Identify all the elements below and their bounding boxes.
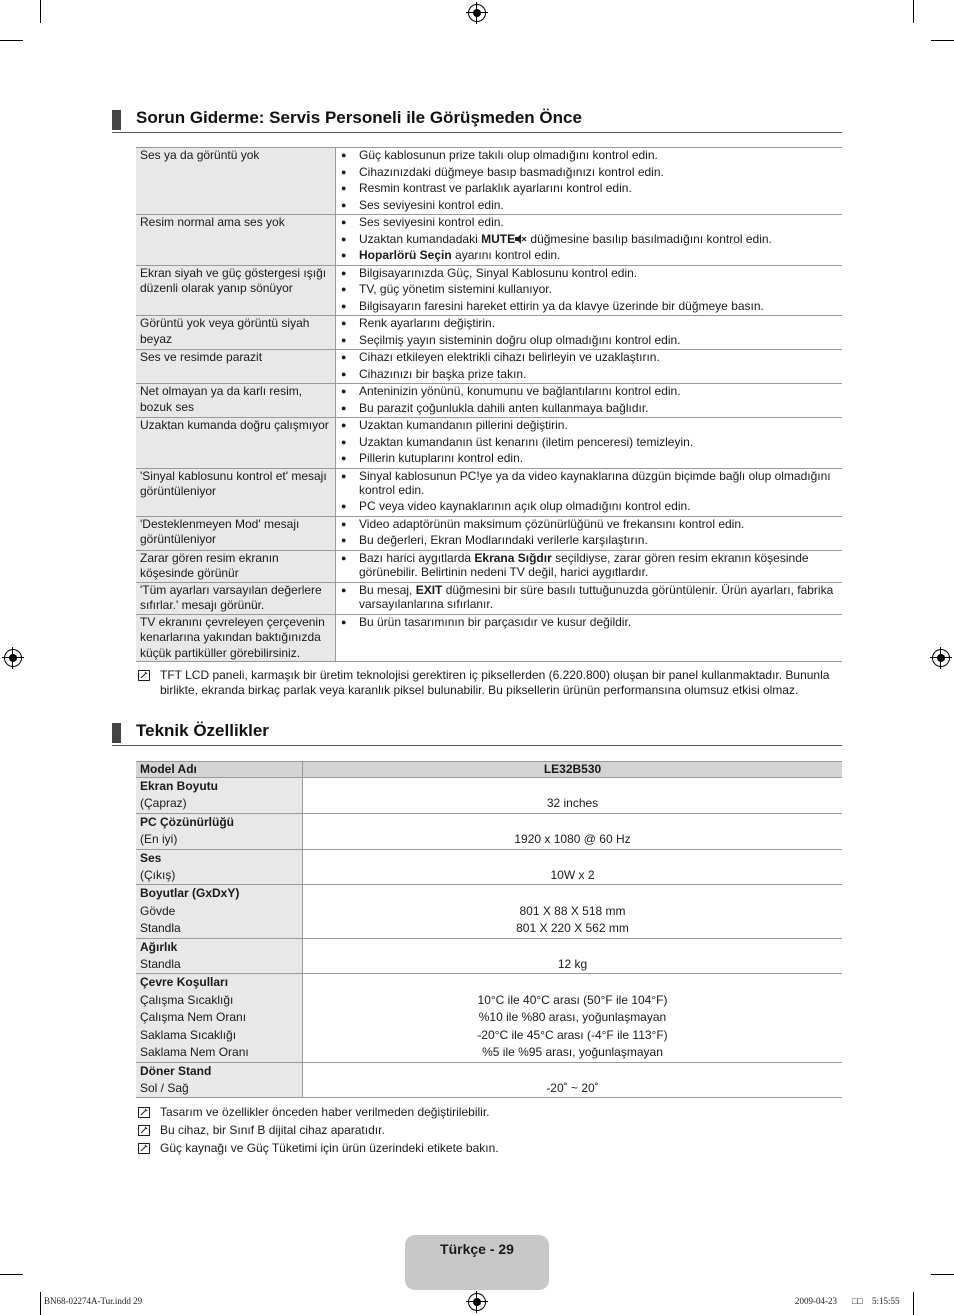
spec-row [136, 867, 842, 885]
trouble-problem: 'Desteklenmeyen Mod' mesajı görüntüleniyor [136, 516, 336, 550]
spec-row [136, 956, 842, 974]
crop-mark [0, 1274, 23, 1275]
page-label: Türkçe - 29 [440, 1241, 514, 1257]
section-title: Sorun Giderme: Servis Personeli ile Görüşmeden Önce [136, 108, 582, 127]
trouble-solution-item: ● Video adaptörünün maksimum çözünürlüğünü ve frekansını kontrol edin. [336, 517, 842, 531]
registration-mark-icon [468, 4, 486, 22]
trouble-row [136, 148, 842, 215]
trouble-solution-item: ● Bilgisayarın faresini hareket ettirin ya da klavye üzerinde bir düğmeye basın. [336, 299, 842, 313]
trouble-solutions [336, 265, 843, 316]
spec-group-title: Çevre Koşulları [136, 974, 303, 992]
spec-group-blank [303, 849, 843, 867]
spec-label: Sol / Sağ [136, 1080, 303, 1098]
trouble-solution-item: ● Sinyal kablosunun PC!ye ya da video kaynaklarına düzgün biçimde bağlı olup olmadığını kontrol edin. [336, 469, 842, 497]
spec-value: -20˚ ~ 20˚ [303, 1080, 843, 1098]
spec-value: 801 X 220 X 562 mm [303, 920, 843, 938]
trouble-row [136, 582, 842, 614]
trouble-solution-item: ● Bu mesaj, EXIT düğmesini bir süre basılı tuttuğunuzda görüntülenir. Ürün ayarları, fabrika varsayılanlarına sıfırlanır. [336, 583, 842, 611]
spec-label: Gövde [136, 903, 303, 920]
trouble-row [136, 418, 842, 469]
spec-group-title: Ses [136, 849, 303, 867]
footer-date: 2009-04-23 [795, 1296, 837, 1306]
spec-group-title-row [136, 813, 842, 831]
spec-header-row [136, 762, 842, 778]
crop-mark [40, 1292, 41, 1315]
trouble-row [136, 350, 842, 384]
spec-group-title-row [136, 974, 842, 992]
trouble-row [136, 265, 842, 316]
spec-header-label: Model Adı [136, 762, 303, 778]
trouble-solution-item: ● Bu ürün tasarımının bir parçasıdır ve kusur değildir. [336, 615, 842, 629]
spec-label: Saklama Nem Oranı [136, 1044, 303, 1062]
spec-row [136, 1044, 842, 1062]
emphasis-keyword: Ekrana Sığdır [474, 550, 552, 565]
spec-value: 801 X 88 X 518 mm [519, 903, 626, 918]
spec-group-blank [303, 778, 843, 796]
spec-value: 10°C ile 40°C arası (50°F ile 104°F) [477, 992, 668, 1007]
trouble-solution-item: ● Bu değerleri, Ekran Modlarındaki verilerle karşılaştırın. [336, 533, 842, 547]
spec-row [136, 831, 842, 849]
spec-label: (Çıkış) [136, 867, 303, 885]
trouble-solution-item: ● Cihazınızı bir başka prize takın. [336, 367, 842, 381]
spec-value: 32 inches [303, 795, 843, 813]
trouble-solution-item: ● Resmin kontrast ve parlaklık ayarlarını kontrol edin. [336, 181, 842, 195]
spec-group-title: Ekran Boyutu [136, 778, 303, 796]
spec-label: (Çapraz) [136, 795, 303, 813]
spec-row [136, 1009, 842, 1026]
note-icon [138, 1143, 150, 1154]
note-text: Güç kaynağı ve Güç Tüketimi için ürün üzerindeki etikete bakın. [160, 1141, 499, 1155]
heading-bar [112, 110, 121, 130]
trouble-solution-item: ● Bu parazit çoğunlukla dahili anten kullanmaya bağlıdır. [336, 401, 842, 415]
trouble-solutions [336, 582, 843, 614]
trouble-row [136, 468, 842, 516]
spec-group-blank [303, 885, 843, 903]
troubleshooting-table [136, 147, 842, 662]
trouble-solution-item: ● Bilgisayarınızda Güç, Sinyal Kablosunu kontrol edin. [336, 266, 842, 280]
trouble-solution-item: ● Pillerin kutuplarını kontrol edin. [336, 451, 842, 465]
trouble-solution-item: ● Anteninizin yönünü, konumunu ve bağlantılarını kontrol edin. [336, 384, 842, 398]
emphasis-keyword: Hoparlörü Seçin [359, 248, 452, 262]
spec-row [136, 1027, 842, 1044]
note-icon [138, 670, 150, 681]
trouble-solution-item: ● Hoparlörü Seçin ayarını kontrol edin. [336, 248, 842, 262]
spec-group-title: Boyutlar (GxDxY) [136, 885, 303, 903]
crop-mark [0, 40, 23, 41]
spec-group-title-row [136, 1062, 842, 1080]
registration-mark-icon [468, 1293, 486, 1311]
trouble-solutions [336, 614, 843, 662]
spec-group-title-row [136, 778, 842, 796]
section-heading-troubleshooting [112, 110, 842, 133]
note-text: TFT LCD paneli, karmaşık bir üretim teknolojisi gerektiren iç piksellerden (6.220.800) oluşan bir panel kullanmaktadır. Bununla birlikte, ekranda birkaç parlak veya karanlık piksel bulunabilir. Bu piksellerin ürünün performansına olumsuz etkisi olmaz. [160, 668, 830, 697]
spec-table [136, 761, 842, 1098]
trouble-solutions [336, 550, 843, 582]
spec-group-blank [303, 813, 843, 831]
footer-file: BN68-02274A-Tur.indd 29 [44, 1296, 143, 1306]
spec-row [136, 903, 842, 920]
spec-value: -20°C ile 45°C arası (-4°F ile 113°F) [477, 1027, 668, 1042]
trouble-solution-item: ● Cihazınızdaki düğmeye basıp basmadığınızı kontrol edin. [336, 165, 842, 179]
trouble-problem: 'Tüm ayarları varsayılan değerlere sıfırlar.' mesajı görünür. [136, 582, 336, 614]
note-text: Tasarım ve özellikler önceden haber verilmeden değiştirilebilir. [160, 1105, 490, 1119]
trouble-solutions [336, 468, 843, 516]
page-number-badge [405, 1235, 549, 1290]
mute-speaker-icon [515, 232, 527, 246]
note-text: Bu cihaz, bir Sınıf B dijital cihaz aparatıdır. [160, 1123, 385, 1137]
spec-value: 12 kg [303, 956, 843, 974]
spec-row [136, 992, 842, 1009]
trouble-problem: Uzaktan kumanda doğru çalışmıyor [136, 418, 336, 469]
spec-group-blank [303, 938, 843, 956]
registration-mark-icon [932, 649, 950, 667]
spec-note [138, 1105, 838, 1121]
spec-row [136, 920, 842, 938]
crop-mark [913, 0, 914, 23]
spec-group-title: PC Çözünürlüğü [136, 813, 303, 831]
trouble-row [136, 316, 842, 350]
trouble-row [136, 516, 842, 550]
trouble-solution-item: ● Uzaktan kumandanın üst kenarını (iletim penceresi) temizleyin. [336, 435, 842, 449]
trouble-problem: Zarar gören resim ekranın köşesinde görünür [136, 550, 336, 582]
footer-garbled: □□ [852, 1296, 863, 1306]
trouble-solution-item: ● Ses seviyesini kontrol edin. [336, 215, 842, 229]
spec-label: Saklama Sıcaklığı [136, 1027, 303, 1044]
spec-value: 1920 x 1080 @ 60 Hz [303, 831, 843, 849]
crop-mark [931, 40, 954, 41]
section-heading-specs [112, 723, 842, 746]
crop-mark [913, 1292, 914, 1315]
trouble-solutions [336, 384, 843, 418]
spec-row [136, 795, 842, 813]
spec-row [136, 1080, 842, 1098]
trouble-row [136, 215, 842, 266]
spec-label: (En iyi) [136, 831, 303, 849]
trouble-solutions [336, 418, 843, 469]
spec-value: 10W x 2 [303, 867, 843, 885]
trouble-solution-item: ● Uzaktan kumandanın pillerini değiştirin. [336, 418, 842, 432]
crop-mark [931, 1274, 954, 1275]
trouble-problem: Resim normal ama ses yok [136, 215, 336, 266]
trouble-solutions [336, 350, 843, 384]
trouble-problem: Ses ya da görüntü yok [136, 148, 336, 215]
spec-label: Çalışma Nem Oranı [136, 1009, 303, 1026]
lcd-note [138, 668, 842, 700]
spec-note [138, 1141, 838, 1157]
trouble-solutions [336, 516, 843, 550]
trouble-solutions [336, 316, 843, 350]
spec-group-title: Döner Stand [136, 1062, 303, 1080]
trouble-solution-item: ● Uzaktan kumandadaki MUTE düğmesine basılıp basılmadığını kontrol edin. [336, 232, 842, 246]
heading-bar [112, 723, 121, 743]
trouble-solution-item: ● Güç kablosunun prize takılı olup olmadığını kontrol edin. [336, 148, 842, 162]
trouble-problem: Görüntü yok veya görüntü siyah beyaz [136, 316, 336, 350]
trouble-problem: 'Sinyal kablosunu kontrol et' mesajı görüntüleniyor [136, 468, 336, 516]
spec-group-title-row [136, 849, 842, 867]
spec-header-value: LE32B530 [303, 762, 843, 778]
spec-value: %5 ile %95 arası, yoğunlaşmayan [303, 1044, 843, 1062]
note-icon [138, 1125, 150, 1136]
trouble-solutions [336, 148, 843, 215]
trouble-solution-item: ● Bazı harici aygıtlarda Ekrana Sığdır seçildiyse, zarar gören resim ekranın köşesinde görünebilir. Belirtinin nedeni TV değil, harici aygıtlardır. [336, 551, 842, 579]
trouble-solution-item: ● Renk ayarlarını değiştirin. [336, 316, 842, 330]
trouble-problem: Ses ve resimde parazit [136, 350, 336, 384]
spec-value: %10 ile %80 arası, yoğunlaşmayan [478, 1010, 667, 1025]
trouble-solution-item: ● Cihazı etkileyen elektrikli cihazı belirleyin ve uzaklaştırın. [336, 350, 842, 364]
spec-group-title: Ağırlık [136, 938, 303, 956]
trouble-problem: TV ekranını çevreleyen çerçevenin kenarlarına yakından baktığınızda küçük partiküller görebilirsiniz. [136, 614, 336, 662]
spec-label: Standla [136, 920, 303, 938]
spec-group-title-row [136, 938, 842, 956]
trouble-row [136, 614, 842, 662]
trouble-row [136, 384, 842, 418]
registration-mark-icon [4, 649, 22, 667]
trouble-solutions [336, 215, 843, 266]
section-title: Teknik Özellikler [136, 721, 269, 740]
trouble-row [136, 550, 842, 582]
trouble-solution-item: ● TV, güç yönetim sistemini kullanıyor. [336, 282, 842, 296]
trouble-solution-item: ● Seçilmiş yayın sisteminin doğru olup olmadığını kontrol edin. [336, 333, 842, 347]
spec-group-blank [303, 1062, 843, 1080]
spec-label: Standla [136, 956, 303, 974]
trouble-problem: Ekran siyah ve güç göstergesi ışığı düzenli olarak yanıp sönüyor [136, 265, 336, 316]
trouble-solution-item: ● PC veya video kaynaklarının açık olup olmadığını kontrol edin. [336, 499, 842, 513]
spec-group-blank [303, 974, 843, 992]
emphasis-keyword: EXIT [415, 582, 443, 597]
spec-label: Çalışma Sıcaklığı [136, 992, 303, 1009]
spec-group-title-row [136, 885, 842, 903]
spec-note [138, 1123, 838, 1139]
emphasis-keyword: MUTE [481, 231, 516, 246]
trouble-problem: Net olmayan ya da karlı resim, bozuk ses [136, 384, 336, 418]
trouble-solution-item: ● Ses seviyesini kontrol edin. [336, 198, 842, 212]
note-icon [138, 1107, 150, 1118]
footer-time: 5:15:55 [872, 1296, 900, 1306]
crop-mark [40, 0, 41, 23]
